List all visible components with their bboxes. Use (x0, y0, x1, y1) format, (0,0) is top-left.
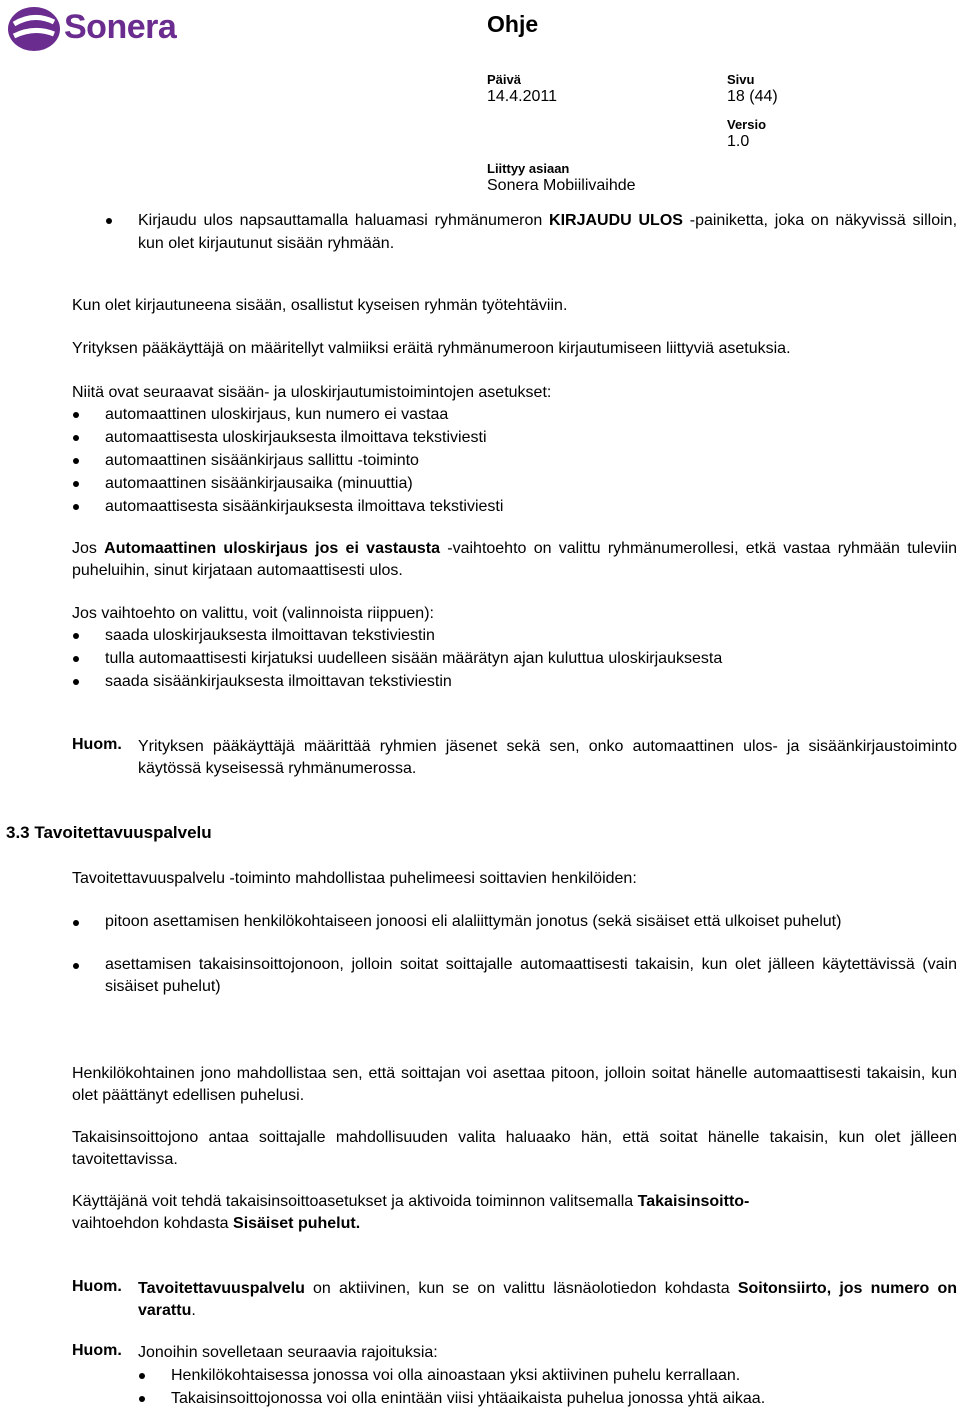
note-label: Huom. (72, 1342, 122, 1359)
list-item: pitoon asettamisen henkilökohtaiseen jonoosi eli alaliittymän jonotus (sekä sisäiset että ulkoiset puhelut) (105, 911, 957, 933)
note-text: Yrityksen pääkäyttäjä määrittää ryhmien jäsenet sekä sen, onko automaattinen ulos- ja sisäänkirjaustoiminto käytössä kyseisessä ryhmänumerossa. (138, 738, 957, 777)
related-label: Liittyy asiaan (487, 161, 570, 176)
reach-list (105, 911, 957, 998)
bullet-icon (73, 679, 79, 685)
bullet-icon (73, 504, 79, 510)
bullet-icon (73, 656, 79, 662)
list-item: automaattinen sisäänkirjausaika (minuuttia) (105, 472, 957, 495)
logout-bullet-list (138, 209, 957, 255)
list-item: automaattinen uloskirjaus, kun numero ei vastaa (105, 403, 957, 426)
list-item: automaattisesta uloskirjauksesta ilmoittava tekstiviesti (105, 426, 957, 449)
list-item: Kirjaudu ulos napsauttamalla haluamasi ryhmänumeron KIRJAUDU ULOS -painiketta, joka on näkyvissä silloin, kun olet kirjautunut sisään ryhmään. (138, 209, 957, 255)
list-item: tulla automaattisesti kirjatuksi uudelleen sisään määrätyn ajan kuluttua uloskirjauksesta (105, 647, 957, 670)
list-item: automaattinen sisäänkirjaus sallittu -toiminto (105, 449, 957, 472)
version-label: Versio (727, 117, 767, 132)
list-item: Takaisinsoittojonossa voi olla enintään viisi yhtäaikaista puhelua jonossa yhtä aikaa. (171, 1387, 957, 1410)
paragraph: Käyttäjänä voit tehdä takaisinsoittoasetukset ja aktivoida toiminnon valitsemalla Takaisinsoitto- vaihtoehdon kohdasta Sisäiset puhelut. (72, 1193, 750, 1232)
paragraph: Henkilökohtainen jono mahdollistaa sen, että soittajan voi asettaa pitoon, jolloin soitat hänelle automaattisesti takaisin, kun olet päättänyt edellisen puhelusi. (72, 1065, 957, 1104)
list-item: saada uloskirjauksesta ilmoittavan tekstiviestin (105, 624, 957, 647)
page-label: Sivu (727, 72, 755, 87)
bullet-icon (73, 920, 79, 926)
note-text: Tavoitettavuuspalvelu on aktiivinen, kun se on valittu läsnäolotiedon kohdasta Soitonsiirto, jos numero on varattu. (138, 1280, 958, 1319)
bullet-icon (73, 458, 79, 464)
paragraph: Niitä ovat seuraavat sisään- ja uloskirjautumistoimintojen asetukset: (72, 384, 552, 401)
bullet-icon (73, 633, 79, 639)
bullet-icon (73, 412, 79, 418)
paragraph: Kun olet kirjautuneena sisään, osallistut kyseisen ryhmän työtehtäviin. (72, 297, 568, 314)
bullet-icon (106, 218, 112, 224)
list-item: saada sisäänkirjauksesta ilmoittavan tekstiviestin (105, 670, 957, 693)
bullet-icon (73, 963, 79, 969)
section-heading: 3.3 Tavoitettavuuspalvelu (6, 823, 212, 842)
option-list (105, 624, 957, 693)
page-value: 18 (44) (727, 88, 778, 105)
paragraph: Jos Automaattinen uloskirjaus jos ei vastausta -vaihtoehto on valittu ryhmänumerollesi, etkä vastaa ryhmään tuleviin puheluihin, sinut kirjataan automaattisesti ulos. (72, 540, 958, 579)
limits-list (171, 1364, 957, 1410)
settings-list (105, 403, 957, 518)
paragraph: Tavoitettavuuspalvelu -toiminto mahdollistaa puhelimeesi soittavien henkilöiden: (72, 870, 637, 887)
bullet-icon (73, 481, 79, 487)
date-label: Päivä (487, 72, 521, 87)
list-item: automaattisesta sisäänkirjauksesta ilmoittava tekstiviesti (105, 495, 957, 518)
paragraph: Takaisinsoittojono antaa soittajalle mahdollisuuden valita haluaako hän, että soitat hänelle takaisin, kun olet jälleen tavoitettavissa. (72, 1129, 957, 1168)
related-value: Sonera Mobiilivaihde (487, 177, 636, 194)
note-label: Huom. (72, 1278, 122, 1295)
note-label: Huom. (72, 736, 122, 753)
logo-text: Sonera (64, 8, 177, 46)
bullet-icon (73, 435, 79, 441)
sonera-logo-icon (6, 4, 62, 54)
note-text: Jonoihin sovelletaan seuraavia rajoituksia: (138, 1344, 438, 1361)
list-item: Henkilökohtaisessa jonossa voi olla ainoastaan yksi aktiivinen puhelu kerrallaan. (171, 1364, 957, 1387)
document-title: Ohje (487, 11, 539, 37)
paragraph: Jos vaihtoehto on valittu, voit (valinnoista riippuen): (72, 605, 434, 622)
paragraph: Yrityksen pääkäyttäjä on määritellyt valmiiksi eräitä ryhmänumeroon kirjautumiseen liittyviä asetuksia. (72, 340, 791, 357)
bullet-icon (139, 1373, 145, 1379)
bullet-icon (139, 1396, 145, 1402)
date-value: 14.4.2011 (487, 88, 557, 105)
version-value: 1.0 (727, 133, 750, 150)
list-item: asettamisen takaisinsoittojonoon, jolloin soitat soittajalle automaattisesti takaisin, kun olet jälleen käytettävissä (vain sisäiset puhelut) (105, 954, 957, 998)
